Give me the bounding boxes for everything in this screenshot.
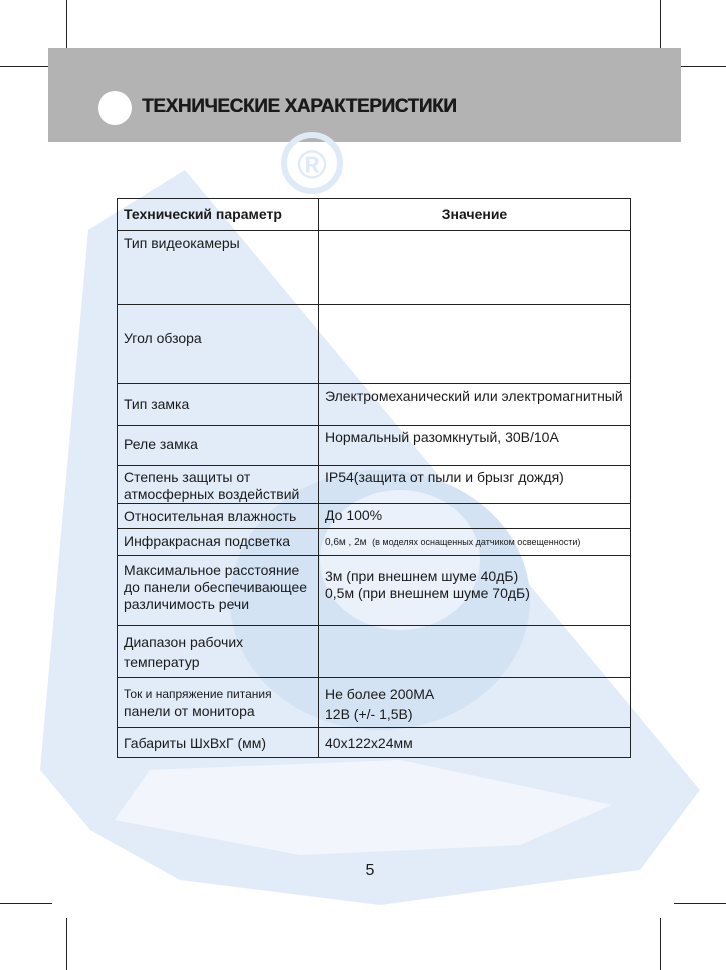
- table-row: [118, 678, 631, 728]
- page-title: ТЕХНИЧЕСКИЕ ХАРАКТЕРИСТИКИ: [142, 96, 457, 117]
- table-row: [118, 305, 631, 384]
- value-cell: Нормальный разомкнутый, 30В/10А: [319, 426, 631, 466]
- param-cell: Реле замка: [118, 426, 319, 466]
- table-row: [118, 466, 631, 504]
- table-row: [118, 626, 631, 678]
- param-cell: Максимальное расстояние до панели обеспечивающее различимость речи: [118, 556, 319, 626]
- table-row: [118, 504, 631, 529]
- param-line: Ток и напряжение питания: [124, 687, 272, 701]
- table-row: [118, 231, 631, 305]
- table-row: [118, 728, 631, 758]
- value-cell: [319, 231, 631, 305]
- param-cell: [118, 678, 319, 728]
- column-header: Значение: [319, 199, 631, 231]
- param-cell: Относительная влажность: [118, 504, 319, 529]
- value-cell: [319, 626, 631, 678]
- value-cell: 40х122х24мм: [319, 728, 631, 758]
- param-cell: Степень защиты от атмосферных воздействий: [118, 466, 319, 504]
- table-row: [118, 529, 631, 556]
- page-number: 5: [365, 862, 375, 879]
- value-cell: [319, 556, 631, 626]
- param-cell: Габариты ШхВхГ (мм): [118, 728, 319, 758]
- table-header-row: [118, 199, 631, 231]
- value-cell: [319, 678, 631, 728]
- param-cell: Диапазон рабочих температур: [118, 626, 319, 678]
- spec-table: [117, 198, 631, 758]
- value-cell: IP54(защита от пыли и брызг дождя): [319, 466, 631, 504]
- value-cell: Электромеханический или электромагнитный: [319, 384, 631, 426]
- value-line: Не более 200МА: [325, 686, 435, 702]
- value-line: 0,5м (при внешнем шуме 70дБ): [325, 585, 530, 601]
- value-line: 3м (при внешнем шуме 40дБ): [325, 568, 519, 584]
- value-line: 12В (+/- 1,5В): [325, 706, 413, 722]
- value-cell: До 100%: [319, 504, 631, 529]
- table-row: [118, 426, 631, 466]
- value-cell: [319, 305, 631, 384]
- ir-note: (в моделях оснащенных датчиком освещенности): [372, 537, 581, 547]
- table-row: [118, 556, 631, 626]
- value-cell: [319, 529, 631, 556]
- param-cell: Угол обзора: [118, 305, 319, 384]
- registered-mark: ®: [297, 143, 327, 187]
- param-cell: Тип видеокамеры: [118, 231, 319, 305]
- param-cell: Тип замка: [118, 384, 319, 426]
- ir-values: 0,6м , 2м: [325, 537, 367, 548]
- column-header: Технический параметр: [118, 199, 319, 231]
- param-line: панели от монитора: [124, 703, 255, 719]
- param-cell: Инфракрасная подсветка: [118, 529, 319, 556]
- table-row: [118, 384, 631, 426]
